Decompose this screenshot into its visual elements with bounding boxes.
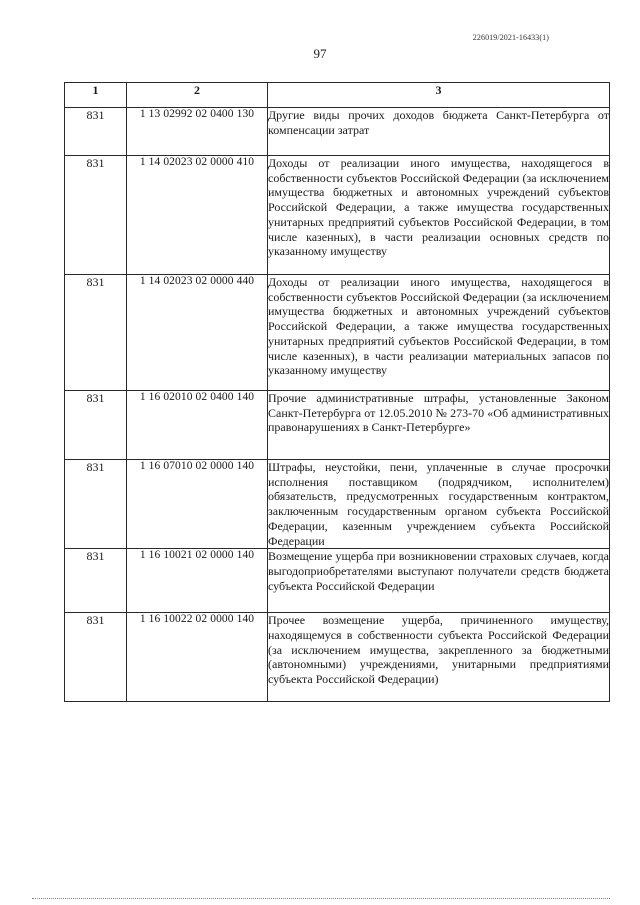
- table-row: [65, 460, 610, 549]
- table-row: [65, 275, 610, 391]
- table-row: [65, 391, 610, 460]
- revenue-description-cell: Прочие административные штрафы, установленные Законом Санкт-Петербурга от 12.05.2010 № 273-70 «Об административных правонарушениях в Санкт-Петербурге»: [268, 391, 610, 460]
- table-row: [65, 156, 610, 275]
- column-header-2: 2: [127, 83, 268, 108]
- revenue-code-cell: 1 14 02023 02 0000 440: [127, 275, 268, 391]
- table-header-row: [65, 83, 610, 108]
- revenue-code-cell: 1 16 02010 02 0400 140: [127, 391, 268, 460]
- admin-code-cell: 831: [65, 549, 127, 613]
- revenue-description-cell: Штрафы, неустойки, пени, уплаченные в случае просрочки исполнения поставщиком (подрядчиком, исполнителем) обязательств, предусмотренных государственным контрактом, заключенным государственным органом субъекта Российской Федерации, казенным учреждением субъекта Российской Федерации: [268, 460, 609, 548]
- column-header-1: 1: [65, 83, 127, 108]
- footer-divider: [32, 898, 610, 899]
- document-registration-id: 226019/2021-16433(1): [472, 33, 549, 42]
- column-header-3: 3: [268, 83, 610, 108]
- revenue-description-cell: Другие виды прочих доходов бюджета Санкт-Петербурга от компенсации затрат: [268, 108, 610, 156]
- revenue-description-cell: Доходы от реализации иного имущества, находящегося в собственности субъектов Российской Федерации (за исключением имущества бюджетных и автономных учреждений субъектов Российской Федерации, а также имущества государственных унитарных предприятий субъектов Российской Федерации, в том числе казенных), в части реализации материальных запасов по указанному имуществу: [268, 275, 610, 391]
- revenue-description-cell: Прочее возмещение ущерба, причиненного имуществу, находящемуся в собственности субъекта Российской Федерации (за исключением имущества, закрепленного за бюджетными (автономными) учреждениями, унитарными предприятиями субъекта Российской Федерации): [268, 613, 610, 702]
- admin-code-cell: 831: [65, 613, 127, 702]
- table-row: [65, 613, 610, 702]
- admin-code-cell: 831: [65, 108, 127, 156]
- revenue-description-cell: Доходы от реализации иного имущества, находящегося в собственности субъектов Российской Федерации (за исключением имущества бюджетных и автономных учреждений субъектов Российской Федерации, а также имущества государственных унитарных предприятий субъектов Российской Федерации, в том числе казенных), в части реализации основных средств по указанному имуществу: [268, 156, 610, 275]
- table-row: [65, 108, 610, 156]
- budget-revenue-table: [64, 82, 610, 702]
- revenue-description-cell: Возмещение ущерба при возникновении страховых случаев, когда выгодоприобретателями выступают получатели средств бюджета субъекта Российской Федерации: [268, 549, 610, 613]
- revenue-code-cell: 1 13 02992 02 0400 130: [127, 108, 268, 156]
- page-number: 97: [313, 46, 327, 61]
- admin-code-cell: 831: [65, 391, 127, 460]
- revenue-code-cell: 1 14 02023 02 0000 410: [127, 156, 268, 275]
- table-row: [65, 549, 610, 613]
- admin-code-cell: 831: [65, 460, 127, 549]
- admin-code-cell: 831: [65, 275, 127, 391]
- admin-code-cell: 831: [65, 156, 127, 275]
- revenue-code-cell: 1 16 10021 02 0000 140: [127, 549, 268, 613]
- revenue-code-cell: 1 16 10022 02 0000 140: [127, 613, 268, 702]
- revenue-code-cell: 1 16 07010 02 0000 140: [127, 460, 268, 549]
